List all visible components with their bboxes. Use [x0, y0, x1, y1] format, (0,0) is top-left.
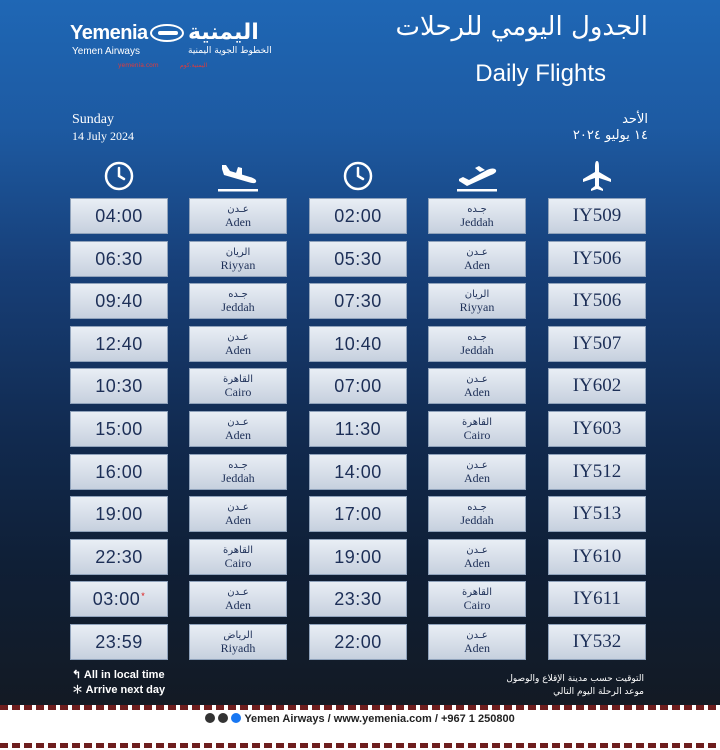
brand-emblem-icon [150, 24, 184, 42]
destination-ar: الريان [225, 246, 251, 258]
arrival-cell [70, 581, 168, 617]
departure-time: 22:00 [334, 631, 382, 652]
day-en: Sunday [72, 112, 114, 127]
landing-icon [189, 158, 287, 194]
arrival-cell [70, 368, 168, 404]
arrival-time-wrap [95, 632, 143, 653]
destination-cell [189, 539, 287, 575]
origin-cell [428, 326, 526, 362]
origin-en: Cairo [463, 427, 491, 442]
destination-ar: الرياض [223, 629, 253, 641]
departure-time: 19:00 [334, 546, 382, 567]
destination-cell [189, 581, 287, 617]
brand-tagline-en: yemenia.com [118, 62, 159, 69]
origin-ar: جـده [467, 203, 487, 215]
destination-cell [189, 241, 287, 277]
footer-pattern-bottom [0, 743, 720, 748]
origin-cell [428, 539, 526, 575]
departure-time: 02:00 [334, 205, 382, 226]
departure-cell [309, 496, 407, 532]
origin-en: Aden [464, 384, 490, 399]
origin-cell [428, 624, 526, 660]
flight-number: IY512 [572, 461, 622, 482]
destination-ar: عـدن [227, 586, 249, 598]
origin-ar: عـدن [466, 246, 488, 258]
departure-cell [309, 624, 407, 660]
destination-cell [189, 624, 287, 660]
brand-sub-ar: الخطوط الجوية اليمنية [188, 46, 272, 56]
star-icon: ＊ [72, 684, 86, 696]
origin-en: Jeddah [460, 512, 494, 527]
origin-cell [428, 454, 526, 490]
flight-number: IY513 [572, 503, 622, 524]
local-time-icon: ↰ [72, 669, 84, 681]
destination-ar: جـده [228, 459, 248, 471]
flight-number-cell [548, 368, 646, 404]
destination-ar: القاهرة [223, 544, 253, 556]
departure-cell [309, 581, 407, 617]
destination-cell [189, 198, 287, 234]
departure-time: 14:00 [334, 461, 382, 482]
arrival-time: 19:00 [95, 503, 143, 524]
footer-contact-text: Yemen Airways / www.yemenia.com / +967 1 250800 [244, 713, 515, 725]
destination-ar: عـدن [227, 331, 249, 343]
origin-en: Cairo [463, 597, 491, 612]
flight-number-cell [548, 283, 646, 319]
departure-cell [309, 368, 407, 404]
brand-name-en: Yemenia [70, 22, 148, 44]
destination-en: Aden [225, 214, 251, 229]
origin-ar: الريان [464, 288, 490, 300]
takeoff-icon [428, 158, 526, 194]
flight-number: IY506 [572, 290, 622, 311]
arrival-cell [70, 496, 168, 532]
flight-number: IY506 [572, 248, 622, 269]
arrival-cell [70, 326, 168, 362]
destination-ar: عـدن [227, 501, 249, 513]
destination-en: Aden [225, 512, 251, 527]
brand-tagline-ar: اليمنية.كوم [180, 62, 208, 69]
destination-ar: القاهرة [223, 373, 253, 385]
departure-cell [309, 241, 407, 277]
destination-cell [189, 368, 287, 404]
arrival-cell [70, 624, 168, 660]
departure-cell [309, 539, 407, 575]
arrival-time-wrap [95, 419, 143, 440]
origin-en: Riyyan [459, 299, 495, 314]
origin-cell [428, 368, 526, 404]
departure-time: 23:30 [334, 588, 382, 609]
twitter-icon[interactable] [218, 713, 228, 723]
origin-ar: جـده [467, 501, 487, 513]
departure-time: 07:00 [334, 375, 382, 396]
arrival-time-wrap [95, 291, 143, 312]
flight-number-cell [548, 496, 646, 532]
note-next-en: Arrive next day [85, 684, 166, 696]
departure-cell [309, 454, 407, 490]
clock-icon [70, 158, 168, 194]
origin-cell [428, 283, 526, 319]
arrival-time: 23:59 [95, 631, 143, 652]
arrival-cell [70, 198, 168, 234]
footer [0, 705, 720, 750]
destination-en: Jeddah [221, 470, 255, 485]
destination-cell [189, 326, 287, 362]
flight-number: IY532 [572, 631, 622, 652]
arrival-time: 15:00 [95, 418, 143, 439]
arrival-time: 09:40 [95, 290, 143, 311]
arrival-time-wrap [95, 547, 143, 568]
date-value-en: 14 July 2024 [72, 129, 135, 143]
arrival-time: 12:40 [95, 333, 143, 354]
destination-cell [189, 454, 287, 490]
arrival-time-wrap [95, 334, 143, 355]
destination-ar: عـدن [227, 203, 249, 215]
origin-cell [428, 198, 526, 234]
clock-icon [309, 158, 407, 194]
day-ar: الأحد [622, 112, 648, 127]
brand-sub-en: Yemen Airways [72, 46, 140, 57]
origin-ar: جـده [467, 331, 487, 343]
destination-cell [189, 283, 287, 319]
page-title-ar: الجدول اليومي للرحلات [395, 12, 648, 42]
arrival-time-wrap [95, 249, 143, 270]
arrival-cell [70, 411, 168, 447]
date-en [72, 111, 134, 145]
origin-en: Aden [464, 470, 490, 485]
arrival-cell [70, 241, 168, 277]
flight-number: IY602 [572, 375, 622, 396]
arrival-time: 10:30 [95, 375, 143, 396]
destination-en: Jeddah [221, 299, 255, 314]
footer-contact [0, 713, 720, 725]
note-local-ar: التوقيت حسب مدينة الإقلاع والوصول [506, 674, 644, 684]
arrival-time-wrap [95, 376, 143, 397]
flight-number: IY611 [573, 588, 621, 609]
note-next-ar: موعد الرحلة اليوم التالي [553, 687, 644, 697]
destination-en: Cairo [224, 555, 252, 570]
flight-number: IY603 [572, 418, 622, 439]
origin-ar: عـدن [466, 459, 488, 471]
arrival-time-wrap [95, 504, 143, 525]
origin-cell [428, 241, 526, 277]
origin-ar: القاهرة [462, 416, 492, 428]
destination-ar: عـدن [227, 416, 249, 428]
destination-en: Riyadh [220, 640, 256, 655]
arrival-time: 04:00 [95, 205, 143, 226]
origin-ar: عـدن [466, 544, 488, 556]
notes-ar [506, 673, 644, 699]
origin-en: Aden [464, 257, 490, 272]
departure-cell [309, 198, 407, 234]
departure-cell [309, 283, 407, 319]
plane-up-icon [548, 158, 646, 194]
flight-number-cell [548, 326, 646, 362]
date-value-ar: ١٤ يوليو ٢٠٢٤ [572, 128, 648, 143]
origin-ar: عـدن [466, 373, 488, 385]
next-day-marker: * [141, 590, 146, 601]
origin-ar: القاهرة [462, 586, 492, 598]
flight-number: IY507 [572, 333, 622, 354]
brand-name-ar: اليمنية [188, 20, 259, 45]
departure-cell [309, 326, 407, 362]
arrival-time-wrap [95, 462, 143, 483]
flight-number-cell [548, 454, 646, 490]
arrival-time: 16:00 [95, 461, 143, 482]
yemenia-logo [68, 18, 278, 78]
origin-cell [428, 411, 526, 447]
departure-time: 07:30 [334, 290, 382, 311]
destination-cell [189, 411, 287, 447]
departure-time: 10:40 [334, 333, 382, 354]
departure-time: 11:30 [334, 418, 382, 439]
flight-number-cell [548, 581, 646, 617]
instagram-icon[interactable] [205, 713, 215, 723]
flight-number: IY610 [572, 546, 622, 567]
arrival-cell [70, 283, 168, 319]
destination-en: Aden [225, 597, 251, 612]
destination-en: Riyyan [220, 257, 256, 272]
arrival-time: 22:30 [95, 546, 143, 567]
arrival-time: 06:30 [95, 248, 143, 269]
destination-cell [189, 496, 287, 532]
departure-cell [309, 411, 407, 447]
arrival-cell [70, 454, 168, 490]
origin-cell [428, 581, 526, 617]
flight-number-cell [548, 241, 646, 277]
destination-en: Aden [225, 342, 251, 357]
facebook-icon[interactable] [231, 713, 241, 723]
origin-cell [428, 496, 526, 532]
destination-en: Cairo [224, 384, 252, 399]
origin-en: Jeddah [460, 342, 494, 357]
notes-en [72, 668, 165, 698]
origin-en: Aden [464, 555, 490, 570]
note-local-en: All in local time [83, 669, 165, 681]
flight-number-cell [548, 411, 646, 447]
arrival-cell [70, 539, 168, 575]
origin-en: Aden [464, 640, 490, 655]
footer-pattern-top [0, 705, 720, 710]
destination-en: Aden [225, 427, 251, 442]
arrival-time-wrap [93, 589, 146, 610]
arrival-time: 03:00 [92, 588, 141, 609]
flight-number-cell [548, 624, 646, 660]
flight-number-cell [548, 198, 646, 234]
flight-number: IY509 [572, 205, 622, 226]
destination-ar: جـده [228, 288, 248, 300]
date-ar [573, 112, 648, 144]
origin-en: Jeddah [460, 214, 494, 229]
flight-number-cell [548, 539, 646, 575]
origin-ar: عـدن [466, 629, 488, 641]
arrival-time-wrap [95, 206, 143, 227]
departure-time: 17:00 [334, 503, 382, 524]
departure-time: 05:30 [334, 248, 382, 269]
page-title-en: Daily Flights [475, 60, 606, 87]
